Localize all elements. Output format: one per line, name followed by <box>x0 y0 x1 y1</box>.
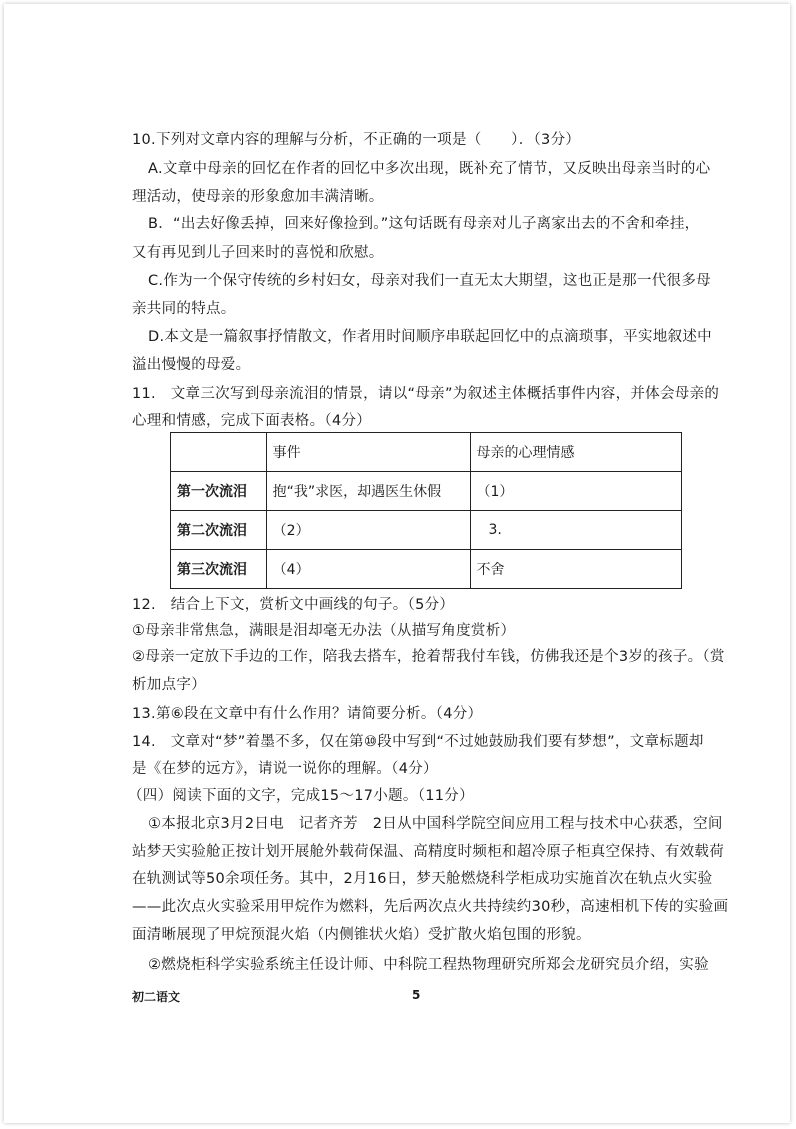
passage-paragraph-2: ②燃烧柜科学实验系统主任设计师、中科院工程热物理研究所郑会龙研究员介绍，实验 <box>148 957 709 973</box>
passage-paragraph-1: ①本报北京3月2日电 记者齐芳 2日从中国科学院空间应用工程与技术中心获悉，空间 <box>148 816 723 832</box>
section-4-heading: （四）阅读下面的文字，完成15～17小题。（11分） <box>128 788 474 804</box>
table-header-cell: 事件 <box>266 433 470 472</box>
table-cell: 第三次流泪 <box>171 550 267 589</box>
question-11-stem-cont: 心理和情感，完成下面表格。（4分） <box>132 413 372 429</box>
table-cell: 3. <box>470 511 681 550</box>
table-header-cell <box>171 433 267 472</box>
question-12-item-2: ②母亲一定放下手边的工作，陪我去搭车，抢着帮我付车钱，仿佛我还是个3岁的孩子。（赏 <box>132 649 725 665</box>
table-cell: 第一次流泪 <box>171 472 267 511</box>
passage-paragraph-1-cont: ——此次点火实验采用甲烷作为燃料，先后两次点火共持续约30秒，高速相机下传的实验画 <box>132 899 729 915</box>
question-11-stem: 11. 文章三次写到母亲流泪的情景，请以“母亲”为叙述主体概括事件内容，并体会母亲的 <box>132 386 720 402</box>
question-10-stem: 10.下列对文章内容的理解与分析，不正确的一项是（ ）．（3分） <box>132 132 581 148</box>
table-header-cell: 母亲的心理情感 <box>470 433 681 472</box>
passage-paragraph-1-cont: 在轨测试等50余项任务。其中，2月16日，梦天舱燃烧科学柜成功实施首次在轨点火实验 <box>132 871 713 887</box>
question-14-stem-cont: 是《在梦的远方》，请说一说你的理解。（4分） <box>132 761 438 777</box>
table-cell: （2） <box>266 511 470 550</box>
question-14-stem: 14. 文章对“梦”着墨不多，仅在第⑩段中写到“不过她鼓励我们要有梦想”，文章标题却 <box>132 734 704 750</box>
page-number: 5 <box>412 988 421 1002</box>
table-cell: （1） <box>470 472 681 511</box>
question-10-option-c: C.作为一个保守传统的乡村妇女，母亲对我们一直无太大期望，这也正是那一代很多母 <box>148 273 711 289</box>
table-cell: 不舍 <box>470 550 681 589</box>
table-cell: 第二次流泪 <box>171 511 267 550</box>
question-12-stem: 12. 结合上下文，赏析文中画线的句子。（5分） <box>132 597 455 613</box>
passage-paragraph-1-cont: 面清晰展现了甲烷预混火焰（内侧锥状火焰）受扩散火焰包围的形貌。 <box>132 927 591 943</box>
question-10-option-b: B．“出去好像丢掉，回来好像捡到。”这句话既有母亲对儿子离家出去的不舍和牵挂， <box>148 216 700 232</box>
footer-subject: 初二语文 <box>132 990 181 1004</box>
passage-paragraph-1-cont: 站梦天实验舱正按计划开展舱外载荷保温、高精度时频柜和超冷原子柜真空保持、有效载荷 <box>132 844 724 860</box>
question-10-option-a: A.文章中母亲的回忆在作者的回忆中多次出现，既补充了情节，又反映出母亲当时的心 <box>148 161 711 177</box>
question-12-item-2-cont: 析加点字） <box>132 677 206 693</box>
table-cell: （4） <box>266 550 470 589</box>
question-10-option-d: D.本文是一篇叙事抒情散文，作者用时间顺序串联起回忆中的点滴琐事，平实地叙述中 <box>148 329 712 345</box>
question-10-option-c-cont: 亲共同的特点。 <box>132 301 236 317</box>
table-row <box>171 472 682 511</box>
table-header-row <box>171 433 682 472</box>
table-row <box>171 550 682 589</box>
table-cell: 抱“我”求医，却遇医生休假 <box>266 472 470 511</box>
question-12-item-1: ①母亲非常焦急，满眼是泪却毫无办法（从描写角度赏析） <box>132 623 516 639</box>
question-13-stem: 13.第⑥段在文章中有什么作用？请简要分析。（4分） <box>132 706 483 722</box>
question-10-option-b-cont: 又有再见到儿子回来时的喜悦和欣慰。 <box>132 245 384 261</box>
emotion-table <box>170 432 682 589</box>
table-row <box>171 511 682 550</box>
question-10-option-d-cont: 溢出慢慢的母爱。 <box>132 357 251 373</box>
question-10-option-a-cont: 理活动，使母亲的形象愈加丰满清晰。 <box>132 189 384 205</box>
